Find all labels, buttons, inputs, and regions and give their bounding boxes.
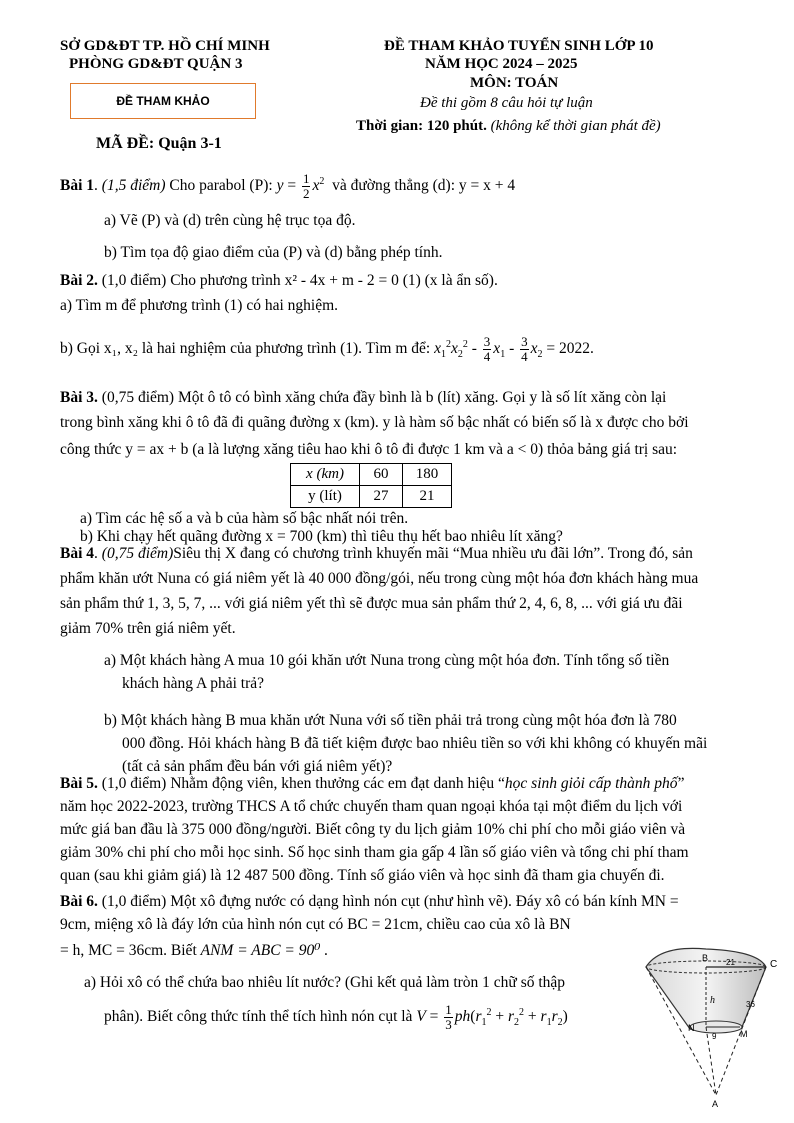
bai4-b3: (tất cả sản phẩm đều bán với giá niêm yết)? [122, 758, 393, 775]
bai2-a: a) Tìm m để phương trình (1) có hai nghiệm. [60, 297, 339, 314]
reference-badge: ĐỀ THAM KHẢO [70, 83, 256, 119]
bai6-line3: = h, MC = 36cm. Biết ANM = ABC = 90⁰ . [60, 942, 329, 959]
bai4-line1: Bài 4. (0,75 điểm)Siêu thị X đang có chương trình khuyến mãi “Mua nhiều ưu đãi lớn”. Trong đó, sản [60, 545, 693, 562]
label-C: C [770, 959, 778, 970]
bai6-line1: Bài 6. (1,0 điểm) Một xô đựng nước có dạng hình nón cụt (như hình vẽ). Đáy xô có bán kính MN = [60, 893, 679, 910]
subject: MÔN: TOÁN [470, 75, 559, 91]
label-36: 36 [746, 1000, 755, 1009]
exam-code: MÃ ĐỀ: Quận 3-1 [96, 135, 222, 152]
bai4-b2: 000 đồng. Hỏi khách hàng B đã tiết kiệm được bao nhiêu tiền so với khi không có khuyến mãi [122, 735, 708, 752]
bai1-a: a) Vẽ (P) và (d) trên cùng hệ trục tọa độ. [104, 212, 356, 229]
bai3-line2: trong bình xăng khi ô tô đã đi quãng đường x (km). y là hàm số bậc nhất có biến số là x được cho bởi [60, 414, 689, 431]
bai3-b: b) Khi chạy hết quãng đường x = 700 (km) thì tiêu thụ hết bao nhiêu lít xăng? [80, 528, 563, 545]
bai4-b1: b) Một khách hàng B mua khăn ướt Nuna với số tiền phải trả trong cùng một hóa đơn là 780 [104, 712, 677, 729]
bai3-line3: công thức y = ax + b (a là lượng xăng tiêu hao khi ô tô đi được 1 km và a < 0) thỏa bảng giá trị sau: [60, 441, 678, 458]
bai4-line3: sản phẩm thứ 1, 3, 5, 7, ... với giá niêm yết thì sẽ được mua sản phẩm thứ 2, 4, 6, 8, ... với giá ưu đãi [60, 595, 683, 612]
exam-time: Thời gian: 120 phút. (không kể thời gian phát đề) [356, 118, 661, 134]
label-B: B [702, 953, 709, 963]
label-21: 21 [726, 958, 735, 967]
fraction-half: $\frac{1}{2}$ [302, 171, 310, 201]
bai6-a2: phân). Biết công thức tính thể tích hình nón cụt là V = $\frac{1}{3}$ $ph(r_1^2 + r_2^2 + r_1r_2)$ [104, 1002, 568, 1032]
bai4-a1: a) Một khách hàng A mua 10 gói khăn ướt Nuna trong cùng một hóa đơn. Tính tổng số tiền [104, 652, 670, 669]
bai2-b: b) Gọi x₁, x₂ là hai nghiệm của phương trình (1). Tìm m để: $x_1^2x_2^2$ - $\frac{3}{4}$ $x_1$ - $\frac{3}{4}$ $x_2 = 2022$. [60, 334, 594, 364]
bucket-figure [640, 945, 790, 1115]
bai3-line1: Bài 3. (0,75 điểm) Một ô tô có bình xăng chứa đầy bình là b (lít) xăng. Gọi y là số lít xăng còn lại [60, 389, 667, 406]
bai5-line2: năm học 2022-2023, trường THCS A tổ chức chuyến tham quan ngoại khóa tại một điểm du lịch với [60, 798, 683, 815]
exam-note: Đề thi gồm 8 câu hỏi tự luận [420, 95, 593, 111]
office-name: PHÒNG GD&ĐT QUẬN 3 [69, 56, 243, 72]
bai6-line2: 9cm, miệng xô là đáy lớn của hình nón cụt có BC = 21cm, chiều cao của xô là BN [60, 916, 571, 933]
label-N: N [688, 1023, 695, 1033]
bai4-a2: khách hàng A phải trả? [122, 675, 265, 692]
label-M: M [740, 1029, 748, 1039]
bai5-line3: mức giá ban đầu là 375 000 đồng/người. Biết công ty du lịch giảm 10% chi phí cho mỗi giáo viên và [60, 821, 686, 838]
label-A: A [712, 1099, 719, 1109]
dept-name: SỞ GD&ĐT TP. HỒ CHÍ MINH [60, 38, 270, 54]
bai5-line5: quan (sau khi giảm giá) là 12 487 500 đồng. Tính số giáo viên và học sinh đã tham gia chuyến đi. [60, 867, 665, 884]
table-row: x (km) 60 180 [291, 464, 452, 486]
table-row: y (lít) 27 21 [291, 486, 452, 508]
bai6-a1: a) Hỏi xô có thể chứa bao nhiêu lít nước? (Ghi kết quả làm tròn 1 chữ số thập [84, 974, 566, 991]
label-h: h [710, 995, 715, 1006]
bai1-stem: Bài 1. (1,5 điểm) Cho parabol (P): y = $\frac{1}{2}$ $x^2$ và đường thẳng (d): y = x + 4 [60, 171, 516, 201]
bai4-line4: giảm 70% trên giá niêm yết. [60, 620, 236, 637]
bai2-stem: Bài 2. (1,0 điểm) Cho phương trình x² - 4x + m - 2 = 0 (1) (x là ẩn số). [60, 272, 498, 289]
label-9: 9 [712, 1032, 717, 1041]
bai5-line1: Bài 5. (1,0 điểm) Nhằm động viên, khen thưởng các em đạt danh hiệu “học sinh giỏi cấp thành phố” [60, 775, 685, 792]
value-table [290, 463, 452, 508]
bai1-b: b) Tìm tọa độ giao điểm của (P) và (d) bằng phép tính. [104, 244, 443, 261]
bai5-line4: giảm 30% chi phí cho mỗi học sinh. Số học sinh tham gia gấp 4 lần số giáo viên và tổng chi phí tham [60, 844, 689, 861]
bai4-line2: phẩm khăn ướt Nuna có giá niêm yết là 40 000 đồng/gói, nếu trong cùng một hóa đơn khách hàng mua [60, 570, 699, 587]
bai3-a: a) Tìm các hệ số a và b của hàm số bậc nhất nói trên. [80, 510, 409, 527]
school-year: NĂM HỌC 2024 – 2025 [425, 56, 578, 72]
exam-title: ĐỀ THAM KHẢO TUYỂN SINH LỚP 10 [384, 38, 654, 54]
